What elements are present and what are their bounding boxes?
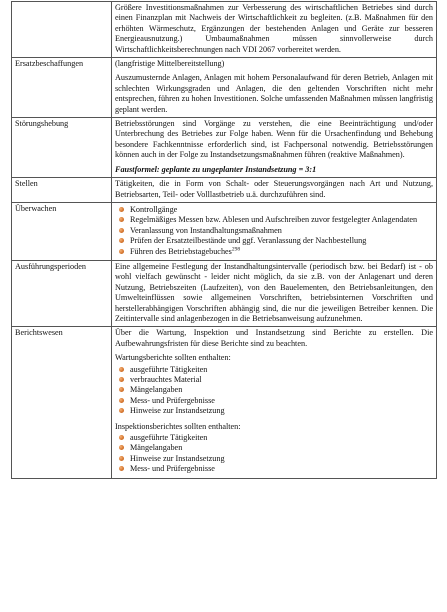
list-item: Mängelangaben <box>115 385 433 395</box>
paragraph: Betriebsstörungen sind Vorgänge zu verstehen, die eine Beeinträchtigung und/oder Unterbrechung des Betriebes zur Folge haben. Wenn für die Ursachenfindung und Behebung besondere Fachkenntnisse erforderlich sind, ist Fachpersonal notwendig. Betriebsstörungen können auch in der Folge zu Instandsetzungsmaßnahmen führen (reaktive Maßnahmen). <box>115 119 433 160</box>
list-item: Veranlassung von Instandhaltungsmaßnahmen <box>115 226 433 236</box>
row-label <box>12 2 112 58</box>
bullet-icon <box>119 408 124 413</box>
table-row <box>12 327 437 478</box>
footnote-marker: 298 <box>231 245 241 252</box>
table-row <box>12 178 437 203</box>
list-item: ausgeführte Tätigkeiten <box>115 433 433 443</box>
paragraph: Über die Wartung, Inspektion und Instandsetzung sind Berichte zu erstellen. Die Aufbewahrungsfristen für diese Berichte sind zu beachten. <box>115 328 433 348</box>
list-item: Hinweise zur Instandsetzung <box>115 454 433 464</box>
list-item: Prüfen der Ersatzteilbestände und ggf. Veranlassung der Nachbestellung <box>115 236 433 246</box>
row-content <box>112 260 437 326</box>
subheading: Inspektionsberichtes sollten enthalten: <box>115 421 241 431</box>
table-row <box>12 58 437 118</box>
paragraph: Eine allgemeine Festlegung der Instandhaltungsintervalle (periodisch bzw. bei Bedarf) ist - ob wohl vielfach gewünscht - leider nicht möglich, da sie z.B. von der Anlagenart und deren Nutzung, Betriebszeiten (Laufzeiten), von den Bauelementen, den Betriebsanleitungen, den Umwelteinflüssen sowie allgemeinen Vorschriften, betriebsinternen Vorschriften und herstellerabhängigen Vorschriften abhängig sind, die nur die jeweiligen Betreiber kennen. Die Zeitintervalle sind anlagenbezogen in die Betriebsanweisung aufzunehmen. <box>115 261 433 323</box>
row-content <box>112 58 437 118</box>
subheading: Wartungsberichte sollten enthalten: <box>115 353 231 363</box>
bullet-icon <box>119 377 124 382</box>
bullet-icon <box>119 466 124 471</box>
row-label: Störungshebung <box>12 118 112 178</box>
row-label: Ersatzbeschaffungen <box>12 58 112 118</box>
bullet-icon <box>119 228 124 233</box>
table-row <box>12 260 437 326</box>
row-content <box>112 118 437 178</box>
paragraph: Auszumusternde Anlagen, Anlagen mit hohem Personalaufwand für deren Betrieb, Anlagen mit schlechten Wirkungsgraden und Anlagen, die den geltenden Vorschriften nicht mehr entsprechen, führen zu hohen Investitionen. Solche umfassenden Maßnahmen müssen langfristig geplant werden. <box>115 73 433 114</box>
paragraph: Größere Investitionsmaßnahmen zur Verbesserung des wirtschaftlichen Betriebes sind durch einen Finanzplan mit Nachweis der Wirtschaftlichkeit zu begleiten. (z.B. Maßnahmen für den erhöhten Wärmeschutz, Ergänzungen der bestehenden Anlagen und Geräte zur besseren Energieausnutzung.) Umbaumaßnahmen müssen sinnvollerweise durch Wirtschaftlichkeitsberechnungen nach VDI 2067 vorbereitet werden. <box>115 3 433 54</box>
list-item: Mängelangaben <box>115 443 433 453</box>
row-content <box>112 2 437 58</box>
table-row <box>12 118 437 178</box>
list-item: Regelmäßiges Messen bzw. Ablesen und Aufschreiben zuvor festgelegter Anlagendaten <box>115 215 433 225</box>
paragraph: Tätigkeiten, die in Form von Schalt- oder Steuerungsvorgängen nach Art und Nutzung, Betriebsarten, Teil- oder Volllastbetrieb u.ä. durchzuführen sind. <box>115 179 433 199</box>
bullet-icon <box>119 217 124 222</box>
bullet-icon <box>119 445 124 450</box>
row-label: Überwachen <box>12 202 112 260</box>
bullet-icon <box>119 456 124 461</box>
row-label: Ausführungsperioden <box>12 260 112 326</box>
table-row <box>12 202 437 260</box>
bullet-list <box>115 433 433 475</box>
bullet-list <box>115 205 433 257</box>
table-row <box>12 2 437 58</box>
bullet-icon <box>119 387 124 392</box>
maintenance-table <box>11 1 437 479</box>
list-item: Führen des Betriebstagebuches$^{298}$ <box>115 247 433 257</box>
bullet-icon <box>119 367 124 372</box>
paragraph: (langfristige Mittelbereitstellung) <box>115 59 225 69</box>
row-label: Stellen <box>12 178 112 203</box>
bullet-list <box>115 365 433 417</box>
bullet-icon <box>119 435 124 440</box>
list-item: verbrauchtes Material <box>115 375 433 385</box>
list-item: ausgeführte Tätigkeiten <box>115 365 433 375</box>
row-content <box>112 327 437 478</box>
list-item: Hinweise zur Instandsetzung <box>115 406 433 416</box>
bullet-icon <box>119 207 124 212</box>
rule-of-thumb: Faustformel: geplante zu ungeplanter Instandsetzung = 3:1 <box>115 164 317 174</box>
row-label: Berichtswesen <box>12 327 112 478</box>
bullet-icon <box>119 398 124 403</box>
row-content <box>112 178 437 203</box>
list-item: Mess- und Prüfergebnisse <box>115 464 433 474</box>
list-item: Mess- und Prüfergebnisse <box>115 396 433 406</box>
row-content <box>112 202 437 260</box>
list-item: Kontrollgänge <box>115 205 433 215</box>
bullet-icon <box>119 249 124 254</box>
bullet-icon <box>119 238 124 243</box>
